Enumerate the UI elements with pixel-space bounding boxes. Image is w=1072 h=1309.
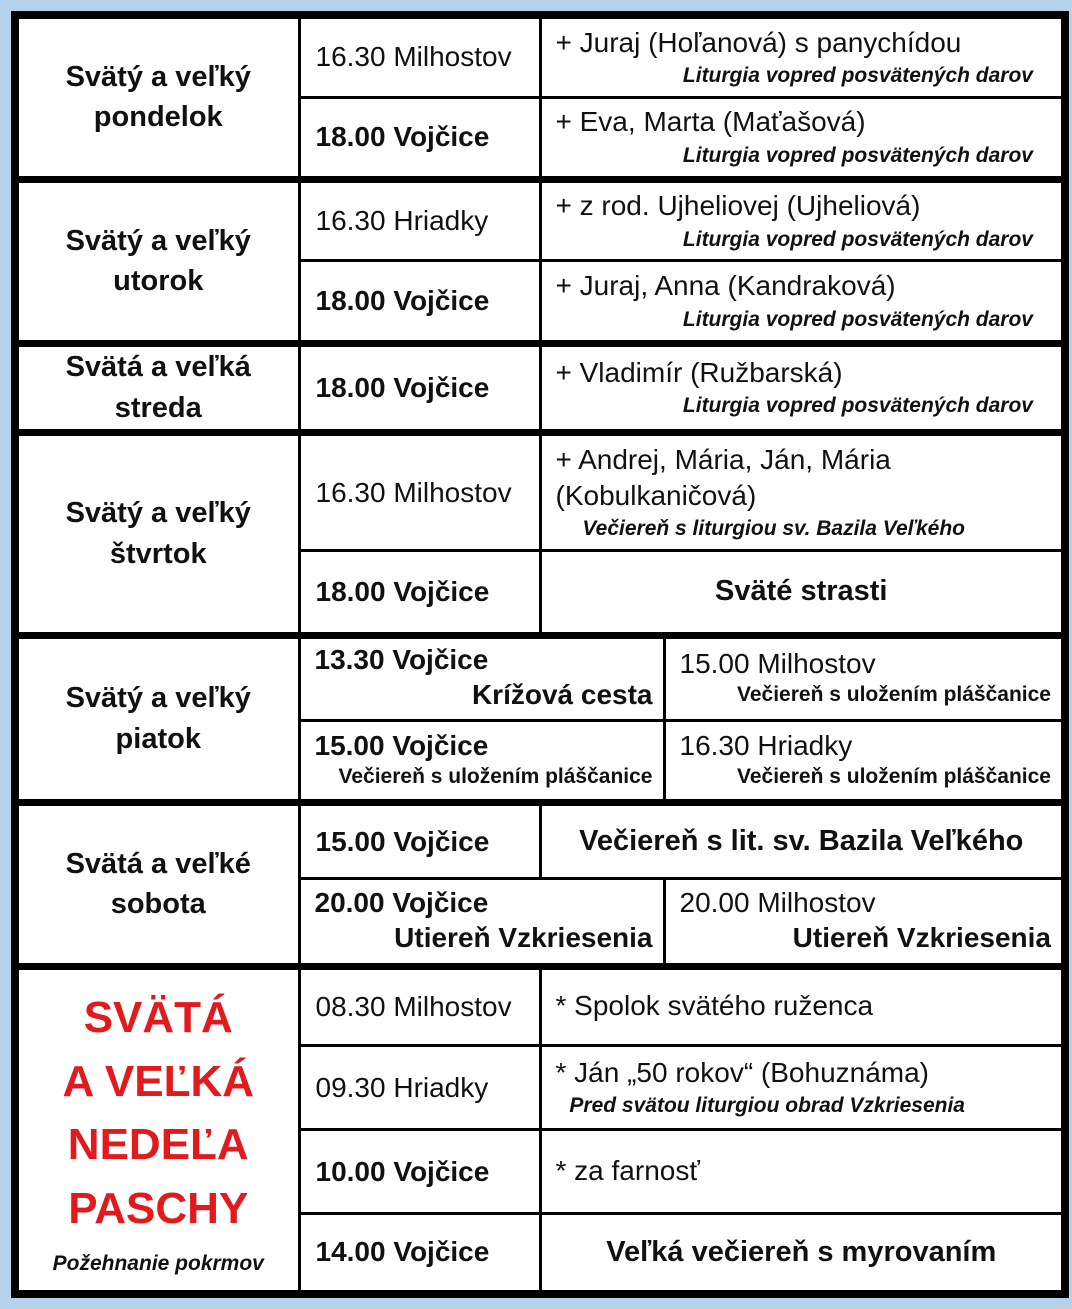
thursday-row2-time: 18.00 Vojčice bbox=[299, 551, 540, 635]
sunday-row4-time: 14.00 Vojčice bbox=[299, 1213, 540, 1294]
intent-text: * za farnosť bbox=[555, 1154, 700, 1186]
pascha-title-line: SVÄTÁ bbox=[83, 992, 233, 1042]
time-text: 20.00 Milhostov bbox=[679, 886, 876, 918]
friday-row2-left bbox=[299, 721, 664, 803]
food-blessing-note: Požehnanie pokrmov bbox=[52, 1251, 264, 1275]
sunday-row1-intent bbox=[540, 966, 1065, 1045]
time-text: 16.30 Hriadky bbox=[679, 730, 853, 762]
wednesday-row1-intent bbox=[540, 343, 1065, 432]
day-cell-tuesday: Svätý a veľký utorok bbox=[15, 179, 299, 343]
intent-text: + z rod. Ujheliovej (Ujheliová) bbox=[555, 190, 921, 222]
sunday-cell-content bbox=[19, 972, 298, 1288]
holy-week-schedule-table bbox=[11, 11, 1069, 1298]
intent-text: * Spolok svätého ruženca bbox=[555, 989, 874, 1021]
intent-text: + Eva, Marta (Maťašová) bbox=[555, 106, 866, 138]
day-cell-sunday-pascha bbox=[15, 966, 299, 1294]
sunday-row4-service: Veľká večiereň s myrovaním bbox=[540, 1213, 1065, 1294]
wednesday-row1-time: 18.00 Vojčice bbox=[299, 343, 540, 432]
day-cell-thursday: Svätý a veľký štvrtok bbox=[15, 432, 299, 635]
saturday-row2-right bbox=[664, 879, 1065, 966]
sunday-row1-time: 08.30 Milhostov bbox=[299, 966, 540, 1045]
time-text: 13.30 Vojčice bbox=[314, 644, 489, 676]
thursday-row1-intent bbox=[540, 432, 1065, 551]
pascha-title bbox=[25, 986, 292, 1241]
pascha-title-line: PASCHY bbox=[68, 1184, 249, 1234]
tuesday-row2-time: 18.00 Vojčice bbox=[299, 261, 540, 343]
liturgy-note: Večiereň s liturgiou sv. Bazila Veľkého bbox=[582, 517, 965, 541]
thursday-row1-time: 16.30 Milhostov bbox=[299, 432, 540, 551]
intent-text: + Vladimír (Ružbarská) bbox=[555, 356, 843, 388]
tuesday-row1-intent bbox=[540, 179, 1065, 261]
day-cell-monday: Svätý a veľký pondelok bbox=[15, 15, 299, 179]
day-cell-friday: Svätý a veľký piatok bbox=[15, 635, 299, 803]
pascha-title-line: NEDEĽA bbox=[67, 1120, 249, 1170]
saturday-row1-service: Večiereň s lit. sv. Bazila Veľkého bbox=[540, 803, 1065, 879]
service-note: Utiereň Vzkriesenia bbox=[792, 921, 1051, 953]
monday-row2-intent bbox=[540, 97, 1065, 179]
service-note: Večiereň s uložením pláščanice bbox=[737, 683, 1051, 707]
intent-text: * Ján „50 rokov“ (Bohuznáma) bbox=[555, 1056, 930, 1088]
day-cell-wednesday: Svätá a veľká streda bbox=[15, 343, 299, 432]
monday-row1-intent bbox=[540, 15, 1065, 97]
service-note: Krížová cesta bbox=[471, 679, 653, 711]
time-text: 15.00 Vojčice bbox=[314, 730, 489, 762]
monday-row2-time: 18.00 Vojčice bbox=[299, 97, 540, 179]
friday-row1-right bbox=[664, 635, 1065, 721]
intent-text: + Andrej, Mária, Ján, Mária (Kobulkaničová) bbox=[555, 443, 891, 512]
friday-row1-left bbox=[299, 635, 664, 721]
time-text: 20.00 Vojčice bbox=[314, 886, 489, 918]
saturday-row1-time: 15.00 Vojčice bbox=[299, 803, 540, 879]
service-note: Večiereň s uložením pláščanice bbox=[338, 765, 653, 789]
liturgy-note: Liturgia vopred posvätených darov bbox=[682, 143, 1033, 167]
liturgy-note: Liturgia vopred posvätených darov bbox=[682, 63, 1033, 87]
sunday-row2-intent bbox=[540, 1045, 1065, 1130]
tuesday-row1-time: 16.30 Hriadky bbox=[299, 179, 540, 261]
intent-text: + Juraj (Hoľanová) s panychídou bbox=[555, 26, 962, 58]
intent-text: + Juraj, Anna (Kandraková) bbox=[555, 270, 896, 302]
service-note: Večiereň s uložením pláščanice bbox=[737, 765, 1051, 789]
sunday-row3-time: 10.00 Vojčice bbox=[299, 1130, 540, 1214]
time-text: 15.00 Milhostov bbox=[679, 648, 876, 680]
liturgy-note: Pred svätou liturgiou obrad Vzkriesenia bbox=[569, 1094, 965, 1118]
sunday-row2-time: 09.30 Hriadky bbox=[299, 1045, 540, 1130]
service-note: Utiereň Vzkriesenia bbox=[394, 921, 653, 953]
saturday-row2-left bbox=[299, 879, 664, 966]
monday-row1-time: 16.30 Milhostov bbox=[299, 15, 540, 97]
thursday-row2-service: Sväté strasti bbox=[540, 551, 1065, 635]
liturgy-note: Liturgia vopred posvätených darov bbox=[682, 227, 1033, 251]
pascha-title-line: A VEĽKÁ bbox=[62, 1056, 254, 1106]
liturgy-note: Liturgia vopred posvätených darov bbox=[682, 394, 1033, 418]
liturgy-note: Liturgia vopred posvätených darov bbox=[682, 307, 1033, 331]
sunday-row3-intent bbox=[540, 1130, 1065, 1214]
friday-row2-right bbox=[664, 721, 1065, 803]
day-cell-saturday: Svätá a veľké sobota bbox=[15, 803, 299, 966]
tuesday-row2-intent bbox=[540, 261, 1065, 343]
schedule-sheet bbox=[11, 11, 1069, 1298]
